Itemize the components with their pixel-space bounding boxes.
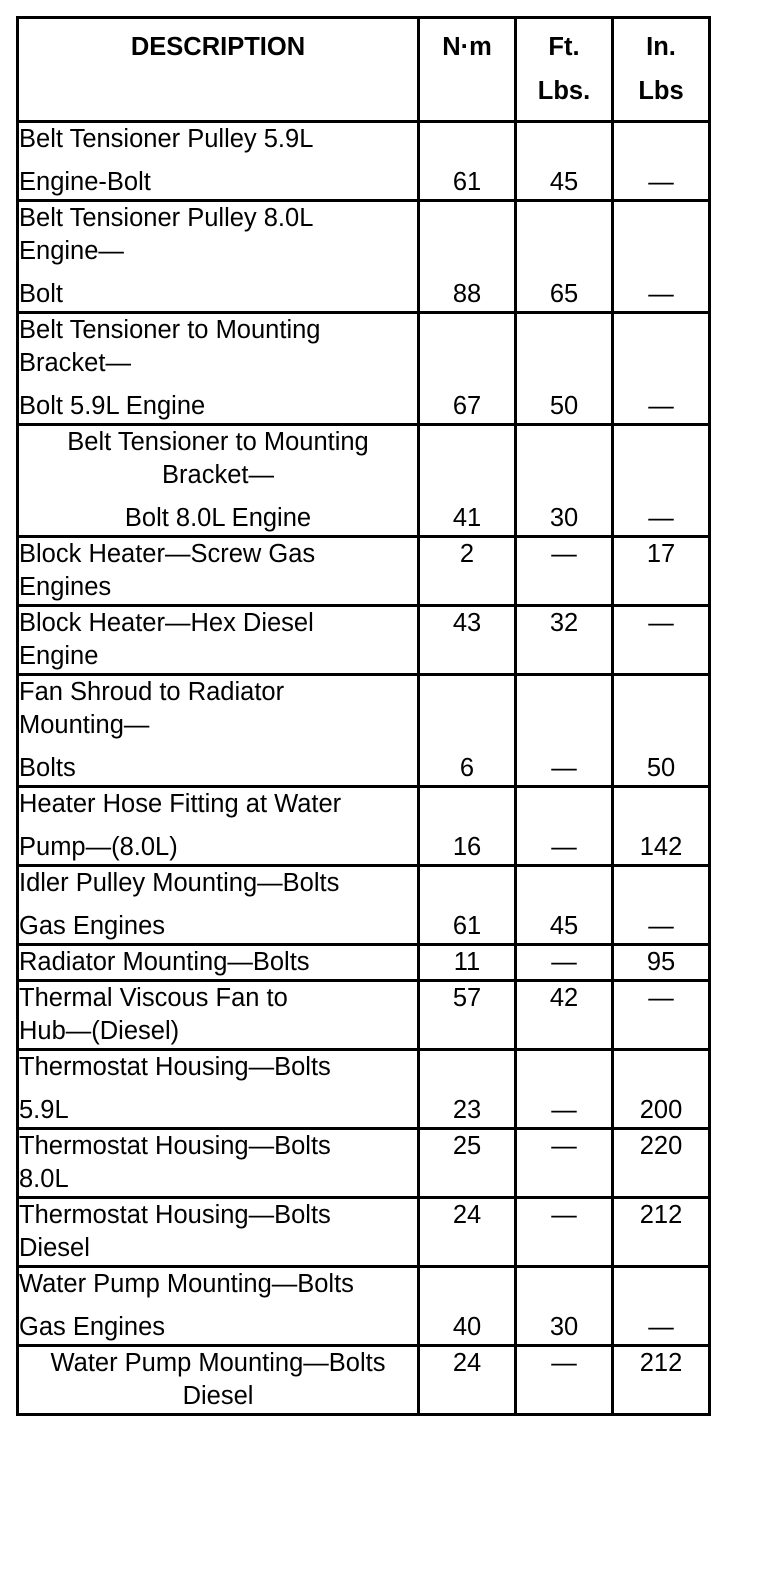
description-cell (18, 1050, 419, 1129)
value-gap (614, 380, 708, 390)
description-line: Idler Pulley Mounting—Bolts (19, 869, 340, 897)
value-gap (517, 380, 611, 390)
description-line: Bracket— (162, 461, 274, 489)
value-gap (614, 1301, 708, 1311)
description-line: Bolt 8.0L Engine (124, 504, 312, 532)
table-row (18, 425, 710, 537)
header-ft-lbs (516, 18, 613, 122)
in-lbs-cell (613, 606, 710, 675)
description-line: Gas Engines (19, 912, 166, 940)
description-line: Gas Engines (19, 1313, 166, 1341)
value-gap (420, 821, 514, 831)
description-cell (18, 675, 419, 787)
in-lbs-cell (613, 945, 710, 981)
table-row (18, 675, 710, 787)
nm-cell (419, 1129, 516, 1198)
header-nm-label: N·m (442, 33, 492, 61)
in-lbs-cell-value: 212 (639, 1201, 683, 1229)
in-lbs-cell-value: — (648, 609, 674, 637)
ft-lbs-cell-value: — (551, 1096, 577, 1124)
description-line: Bolts (19, 754, 76, 782)
in-lbs-cell (613, 787, 710, 866)
nm-cell-value: 25 (452, 1132, 482, 1160)
description-gap (19, 492, 417, 502)
ft-lbs-cell-value: 30 (549, 1313, 579, 1341)
in-lbs-cell (613, 313, 710, 425)
value-gap (614, 742, 708, 752)
nm-cell (419, 1050, 516, 1129)
ft-lbs-cell-value: 45 (549, 912, 579, 940)
in-lbs-cell-value: 142 (639, 833, 683, 861)
table-row (18, 981, 710, 1050)
description-line: Mounting— (19, 711, 150, 739)
value-spacer (517, 867, 611, 900)
description-cell (18, 945, 419, 981)
description-line: Engine (19, 642, 99, 670)
nm-cell (419, 425, 516, 537)
description-line: Engine-Bolt (19, 168, 151, 196)
in-lbs-cell (613, 1198, 710, 1267)
value-gap (517, 1084, 611, 1094)
description-cell (18, 1346, 419, 1415)
header-description-label: DESCRIPTION (130, 33, 306, 61)
value-spacer (614, 788, 708, 821)
value-spacer (517, 1051, 611, 1084)
nm-cell (419, 1198, 516, 1267)
description-cell (18, 313, 419, 425)
description-cell (18, 866, 419, 945)
value-spacer (614, 676, 708, 742)
ft-lbs-cell (516, 313, 613, 425)
nm-cell (419, 981, 516, 1050)
description-line: Radiator Mounting—Bolts (19, 948, 310, 976)
value-spacer (420, 867, 514, 900)
description-line: Engines (19, 573, 112, 601)
in-lbs-cell-value: — (648, 912, 674, 940)
ft-lbs-cell-value: 32 (549, 609, 579, 637)
in-lbs-cell (613, 537, 710, 606)
in-lbs-cell (613, 1050, 710, 1129)
value-spacer (517, 426, 611, 492)
nm-cell-value: 24 (452, 1201, 482, 1229)
ft-lbs-cell (516, 945, 613, 981)
ft-lbs-cell (516, 1346, 613, 1415)
ft-lbs-cell-value: — (551, 1349, 577, 1377)
table-row (18, 122, 710, 201)
in-lbs-cell-value: — (648, 392, 674, 420)
description-line: Hub—(Diesel) (19, 1017, 180, 1045)
ft-lbs-cell (516, 425, 613, 537)
description-line: Belt Tensioner to Mounting (67, 428, 369, 456)
torque-spec-table (16, 16, 711, 1416)
value-gap (614, 821, 708, 831)
in-lbs-cell (613, 425, 710, 537)
description-gap (19, 742, 417, 752)
value-spacer (614, 426, 708, 492)
value-spacer (517, 123, 611, 156)
value-gap (517, 268, 611, 278)
ft-lbs-cell (516, 675, 613, 787)
description-cell (18, 425, 419, 537)
nm-cell-value: 67 (452, 392, 482, 420)
nm-cell-value: 11 (453, 948, 481, 976)
description-gap (19, 1084, 417, 1094)
in-lbs-cell-value: — (648, 984, 674, 1012)
value-spacer (420, 314, 514, 380)
in-lbs-cell (613, 866, 710, 945)
in-lbs-cell-value: — (648, 1313, 674, 1341)
ft-lbs-cell (516, 866, 613, 945)
in-lbs-cell-value: — (648, 504, 674, 532)
description-gap (19, 156, 417, 166)
table-row (18, 945, 710, 981)
header-row (18, 18, 710, 122)
value-gap (614, 900, 708, 910)
header-description (18, 18, 419, 122)
nm-cell-value: 61 (452, 912, 482, 940)
value-gap (517, 821, 611, 831)
description-gap (19, 1301, 417, 1311)
description-line: Thermostat Housing—Bolts (19, 1201, 331, 1229)
value-gap (420, 900, 514, 910)
description-cell (18, 122, 419, 201)
in-lbs-cell-value: 95 (646, 948, 676, 976)
header-ft-line1: Ft. (548, 33, 580, 61)
table-row (18, 606, 710, 675)
value-gap (614, 156, 708, 166)
nm-cell-value: 61 (452, 168, 482, 196)
description-gap (19, 380, 417, 390)
description-line: Bolt (19, 280, 63, 308)
description-line: Diesel (19, 1234, 90, 1262)
nm-cell-value: 43 (452, 609, 482, 637)
ft-lbs-cell-value: — (551, 540, 577, 568)
ft-lbs-cell (516, 787, 613, 866)
value-gap (614, 268, 708, 278)
nm-cell-value: 88 (452, 280, 482, 308)
ft-lbs-cell (516, 981, 613, 1050)
in-lbs-cell-value: 17 (646, 540, 676, 568)
nm-cell (419, 787, 516, 866)
value-spacer (420, 202, 514, 268)
nm-cell (419, 201, 516, 313)
value-gap (420, 156, 514, 166)
value-gap (517, 900, 611, 910)
description-line: 5.9L (19, 1096, 69, 1124)
nm-cell (419, 122, 516, 201)
value-gap (420, 492, 514, 502)
value-gap (517, 1301, 611, 1311)
ft-lbs-cell (516, 1129, 613, 1198)
ft-lbs-cell (516, 1267, 613, 1346)
in-lbs-cell-value: 50 (646, 754, 676, 782)
description-gap (19, 268, 417, 278)
ft-lbs-cell-value: 45 (549, 168, 579, 196)
value-gap (517, 156, 611, 166)
description-gap (19, 821, 417, 831)
value-spacer (420, 426, 514, 492)
in-lbs-cell (613, 1267, 710, 1346)
value-spacer (420, 123, 514, 156)
value-spacer (614, 867, 708, 900)
nm-cell (419, 1267, 516, 1346)
description-gap (19, 900, 417, 910)
description-line: Block Heater—Screw Gas (19, 540, 316, 568)
description-line: Bolt 5.9L Engine (19, 392, 206, 420)
table-row (18, 201, 710, 313)
nm-cell (419, 537, 516, 606)
description-line: Thermal Viscous Fan to (19, 984, 288, 1012)
description-line: Fan Shroud to Radiator (19, 678, 285, 706)
ft-lbs-cell-value: — (551, 754, 577, 782)
nm-cell-value: 57 (452, 984, 482, 1012)
nm-cell-value: 41 (452, 504, 482, 532)
ft-lbs-cell-value: — (551, 833, 577, 861)
description-cell (18, 1198, 419, 1267)
table-row (18, 1346, 710, 1415)
description-line: Engine— (19, 237, 124, 265)
value-gap (614, 1084, 708, 1094)
ft-lbs-cell (516, 1050, 613, 1129)
nm-cell (419, 675, 516, 787)
description-cell (18, 537, 419, 606)
in-lbs-cell (613, 981, 710, 1050)
header-in-line1: In. (646, 33, 676, 61)
nm-cell-value: 24 (452, 1349, 482, 1377)
table-row (18, 787, 710, 866)
header-in-lbs (613, 18, 710, 122)
nm-cell (419, 866, 516, 945)
value-gap (517, 742, 611, 752)
description-line: Belt Tensioner to Mounting (19, 316, 321, 344)
description-line: Belt Tensioner Pulley 5.9L (19, 125, 314, 153)
ft-lbs-cell-value: 65 (549, 280, 579, 308)
in-lbs-cell (613, 1129, 710, 1198)
ft-lbs-cell-value: 42 (549, 984, 579, 1012)
nm-cell (419, 945, 516, 981)
ft-lbs-cell-value: 50 (549, 392, 579, 420)
in-lbs-cell-value: 220 (639, 1132, 683, 1160)
in-lbs-cell-value: 212 (639, 1349, 683, 1377)
value-spacer (614, 123, 708, 156)
value-gap (614, 492, 708, 502)
value-gap (517, 492, 611, 502)
nm-cell-value: 16 (452, 833, 482, 861)
value-spacer (614, 1268, 708, 1301)
description-cell (18, 1129, 419, 1198)
nm-cell (419, 313, 516, 425)
value-spacer (614, 1051, 708, 1084)
table-row (18, 537, 710, 606)
description-line: 8.0L (19, 1165, 69, 1193)
table-row (18, 1267, 710, 1346)
ft-lbs-cell-value: — (551, 1132, 577, 1160)
description-cell (18, 981, 419, 1050)
description-line: Pump—(8.0L) (19, 833, 178, 861)
table-row (18, 866, 710, 945)
description-line: Belt Tensioner Pulley 8.0L (19, 204, 314, 232)
ft-lbs-cell-value: — (551, 948, 577, 976)
in-lbs-cell-value: — (648, 168, 674, 196)
ft-lbs-cell (516, 1198, 613, 1267)
value-spacer (517, 788, 611, 821)
header-ft-line2: Lbs. (537, 77, 591, 105)
ft-lbs-cell (516, 606, 613, 675)
in-lbs-cell-value: 200 (639, 1096, 683, 1124)
description-line: Water Pump Mounting—Bolts (19, 1270, 354, 1298)
description-line: Diesel (182, 1382, 254, 1410)
description-line: Water Pump Mounting—Bolts (50, 1349, 386, 1377)
table-row (18, 1198, 710, 1267)
nm-cell (419, 1346, 516, 1415)
value-spacer (517, 676, 611, 742)
in-lbs-cell (613, 1346, 710, 1415)
ft-lbs-cell (516, 122, 613, 201)
value-spacer (614, 202, 708, 268)
value-gap (420, 1301, 514, 1311)
value-spacer (614, 314, 708, 380)
value-spacer (420, 1268, 514, 1301)
header-nm (419, 18, 516, 122)
value-spacer (517, 202, 611, 268)
header-in-line2: Lbs (638, 77, 684, 105)
ft-lbs-cell (516, 537, 613, 606)
value-spacer (420, 1051, 514, 1084)
description-line: Thermostat Housing—Bolts (19, 1053, 331, 1081)
nm-cell-value: 40 (452, 1313, 482, 1341)
value-spacer (420, 676, 514, 742)
nm-cell-value: 23 (452, 1096, 482, 1124)
value-gap (420, 1084, 514, 1094)
description-cell (18, 201, 419, 313)
description-line: Heater Hose Fitting at Water (19, 790, 342, 818)
value-spacer (517, 1268, 611, 1301)
description-cell (18, 1267, 419, 1346)
table-body (18, 122, 710, 1415)
description-line: Thermostat Housing—Bolts (19, 1132, 331, 1160)
ft-lbs-cell-value: 30 (549, 504, 579, 532)
nm-cell-value: 6 (459, 754, 475, 782)
table-row (18, 1129, 710, 1198)
value-spacer (420, 788, 514, 821)
table-row (18, 1050, 710, 1129)
in-lbs-cell (613, 675, 710, 787)
nm-cell-value: 2 (459, 540, 475, 568)
ft-lbs-cell-value: — (551, 1201, 577, 1229)
nm-cell (419, 606, 516, 675)
in-lbs-cell-value: — (648, 280, 674, 308)
in-lbs-cell (613, 201, 710, 313)
value-gap (420, 268, 514, 278)
ft-lbs-cell (516, 201, 613, 313)
value-gap (420, 380, 514, 390)
in-lbs-cell (613, 122, 710, 201)
description-cell (18, 606, 419, 675)
value-spacer (517, 314, 611, 380)
description-line: Block Heater—Hex Diesel (19, 609, 314, 637)
description-line: Bracket— (19, 349, 131, 377)
table-row (18, 313, 710, 425)
description-cell (18, 787, 419, 866)
value-gap (420, 742, 514, 752)
